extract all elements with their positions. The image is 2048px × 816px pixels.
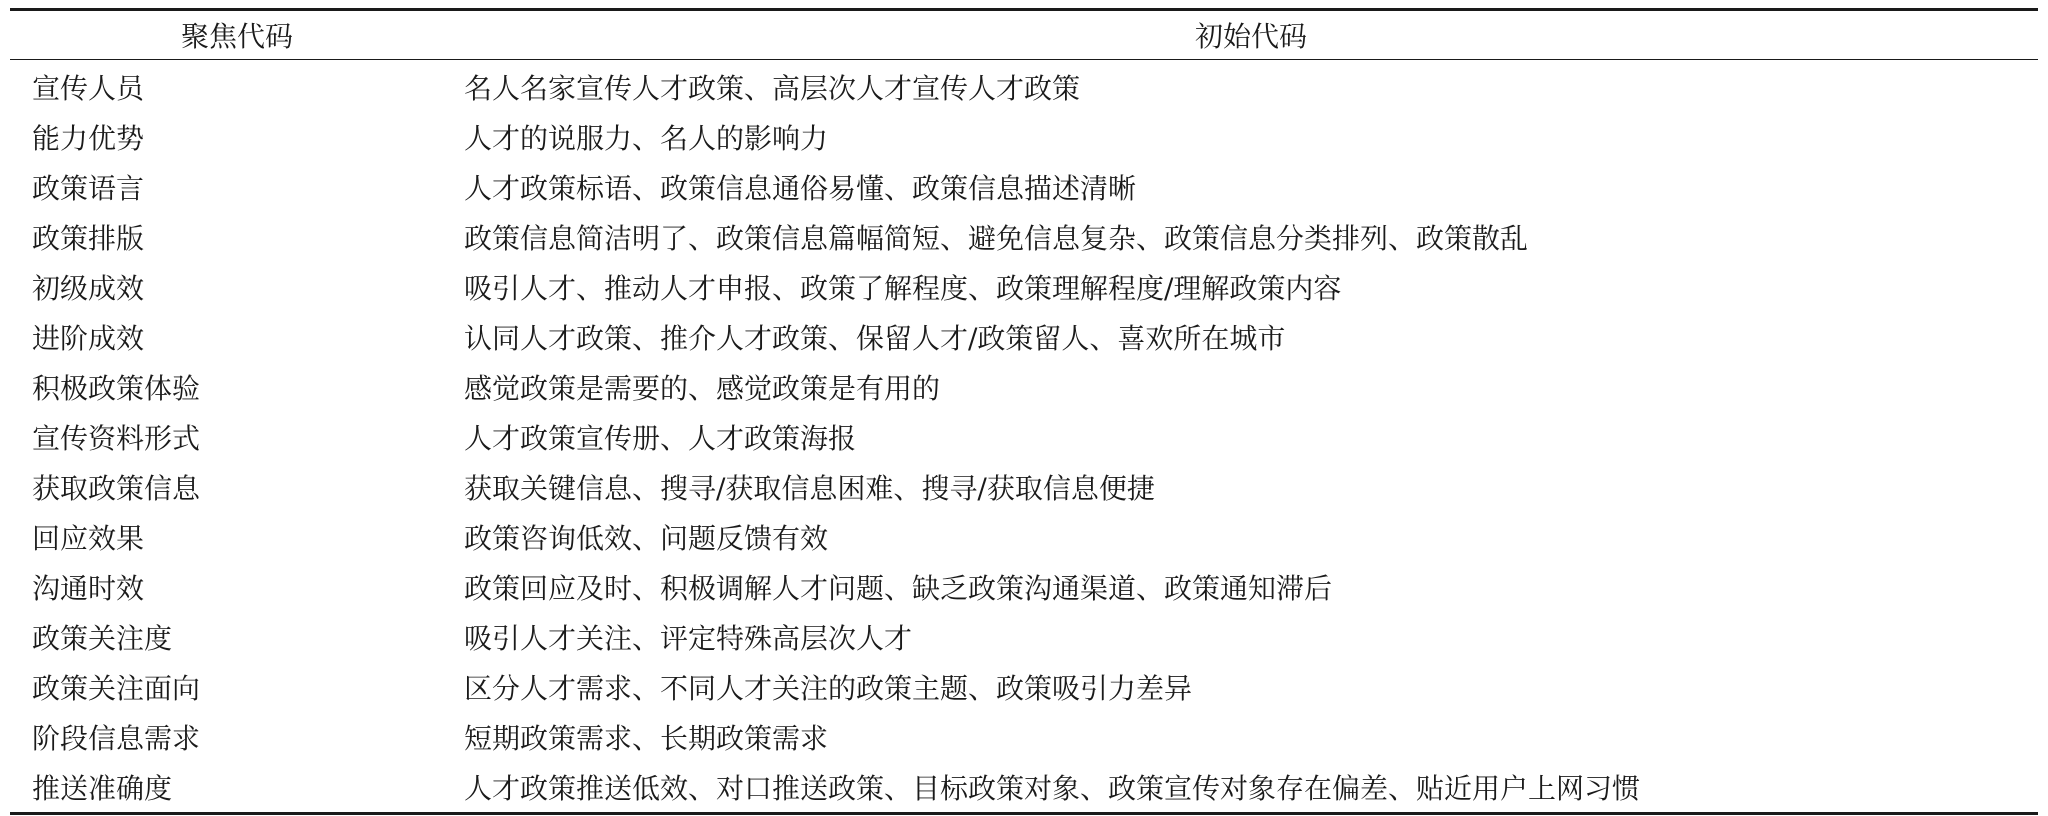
table-row bbox=[10, 512, 2038, 562]
focus-code-cell: 政策排版 bbox=[32, 222, 145, 255]
table-row bbox=[10, 362, 2038, 412]
focus-code-cell: 阶段信息需求 bbox=[32, 722, 201, 755]
initial-code-cell: 政策咨询低效、问题反馈有效 bbox=[464, 522, 829, 555]
focus-code-cell: 宣传人员 bbox=[32, 72, 145, 105]
focus-code-cell: 能力优势 bbox=[32, 122, 145, 155]
coding-table-grid bbox=[10, 8, 2038, 815]
table-row bbox=[10, 162, 2038, 212]
table-row bbox=[10, 462, 2038, 512]
focus-code-cell: 沟通时效 bbox=[32, 572, 145, 605]
initial-code-cell: 人才政策推送低效、对口推送政策、目标政策对象、政策宣传对象存在偏差、贴近用户上网习惯 bbox=[464, 772, 1641, 805]
table-row bbox=[10, 762, 2038, 814]
header-focus-code: 聚焦代码 bbox=[180, 20, 293, 53]
table-row bbox=[10, 612, 2038, 662]
table-row bbox=[10, 712, 2038, 762]
focus-code-cell: 政策语言 bbox=[32, 172, 145, 205]
table-row bbox=[10, 662, 2038, 712]
initial-code-cell: 人才的说服力、名人的影响力 bbox=[464, 122, 829, 155]
initial-code-cell: 获取关键信息、搜寻/获取信息困难、搜寻/获取信息便捷 bbox=[464, 472, 1155, 505]
initial-code-cell: 政策信息简洁明了、政策信息篇幅简短、避免信息复杂、政策信息分类排列、政策散乱 bbox=[464, 222, 1529, 255]
initial-code-cell: 人才政策标语、政策信息通俗易懂、政策信息描述清晰 bbox=[464, 172, 1137, 205]
table-row bbox=[10, 312, 2038, 362]
initial-code-cell: 感觉政策是需要的、感觉政策是有用的 bbox=[464, 372, 941, 405]
initial-code-cell: 吸引人才、推动人才申报、政策了解程度、政策理解程度/理解政策内容 bbox=[464, 272, 1342, 305]
focus-code-cell: 政策关注度 bbox=[32, 622, 173, 655]
initial-code-cell: 名人名家宣传人才政策、高层次人才宣传人才政策 bbox=[464, 72, 1081, 105]
header-row bbox=[10, 10, 2038, 60]
focus-code-cell: 积极政策体验 bbox=[32, 372, 201, 405]
table-body bbox=[10, 60, 2038, 814]
initial-code-cell: 认同人才政策、推介人才政策、保留人才/政策留人、喜欢所在城市 bbox=[464, 322, 1286, 355]
focus-code-cell: 政策关注面向 bbox=[32, 672, 201, 705]
focus-code-cell: 推送准确度 bbox=[32, 772, 173, 805]
focus-code-cell: 进阶成效 bbox=[32, 322, 145, 355]
focus-code-cell: 回应效果 bbox=[32, 522, 145, 555]
coding-table bbox=[10, 8, 2038, 815]
initial-code-cell: 吸引人才关注、评定特殊高层次人才 bbox=[464, 622, 913, 655]
table-row bbox=[10, 412, 2038, 462]
initial-code-cell: 短期政策需求、长期政策需求 bbox=[464, 722, 829, 755]
initial-code-cell: 人才政策宣传册、人才政策海报 bbox=[464, 422, 857, 455]
table-row bbox=[10, 112, 2038, 162]
table-header bbox=[10, 10, 2038, 60]
table-row bbox=[10, 262, 2038, 312]
focus-code-cell: 宣传资料形式 bbox=[32, 422, 201, 455]
initial-code-cell: 区分人才需求、不同人才关注的政策主题、政策吸引力差异 bbox=[464, 672, 1193, 705]
focus-code-cell: 初级成效 bbox=[32, 272, 145, 305]
table-row bbox=[10, 212, 2038, 262]
initial-code-cell: 政策回应及时、积极调解人才问题、缺乏政策沟通渠道、政策通知滞后 bbox=[464, 572, 1333, 605]
table-row bbox=[10, 60, 2038, 113]
focus-code-cell: 获取政策信息 bbox=[32, 472, 201, 505]
table-row bbox=[10, 562, 2038, 612]
header-initial-code: 初始代码 bbox=[1194, 20, 1307, 53]
